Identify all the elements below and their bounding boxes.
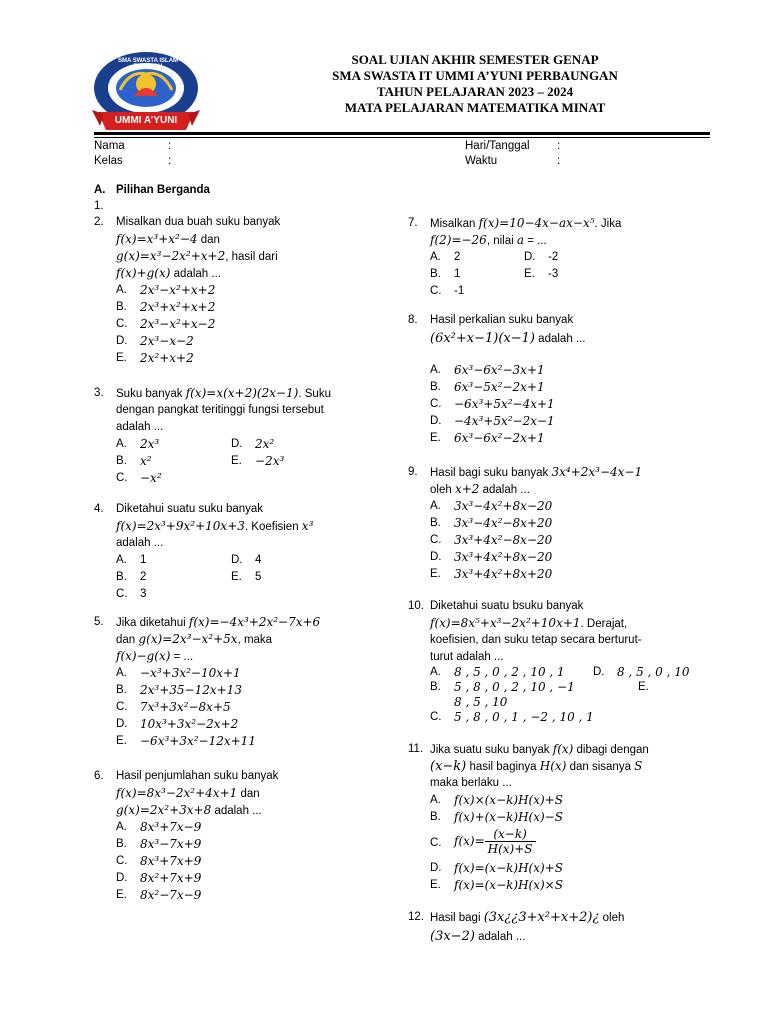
q5-g: g(x)=2x³−x²+5x [138,632,238,646]
q7-nilai: , nilai [486,235,517,247]
q6-adalah: adalah ... [211,805,262,817]
question-4: 4. Diketahui suatu suku banyak f(x)=2x³+9x²+10x+3. Koefisien x³ adalah ... A. 1 D. 4 B. 2 E. 5 C. 3 [94,503,314,600]
q3-line2: dengan pangkat teritinggi fungsi tersebut [116,404,324,416]
question-7: 7. Misalkan f(x)=10−4x−ax−x⁵. Jika f(2)=−26, nilai a = ... A. 2 D. -2 B. 1 E. -3 C. -1 [408,216,622,297]
colon-nama: : [168,140,172,152]
q11-H: H(x) [539,759,567,773]
q12-adalah: adalah ... [474,931,526,943]
q10-post: . Derajat, [580,618,628,630]
q11-number: 11. [408,743,424,755]
q2-text: Misalkan dua buah suku banyak [116,216,281,228]
q7-post: . Jika [594,218,622,230]
q10-option-e-label[interactable]: E. [638,681,649,693]
subject: MATA PELAJARAN MATEMATIKA MINAT [344,100,606,115]
q5-eq: = ... [170,651,194,663]
section-letter: A. [94,184,106,196]
q10-number: 10. [408,600,424,612]
section-title: Pilihan Berganda [116,184,210,196]
q6-g: g(x)=2x²+3x+8 [116,803,212,817]
q7-expr: f(x)=10−4x−ax−x⁵ [478,216,595,230]
question-12 [408,909,708,949]
q4-text: Diketahui suatu suku banyak [116,503,264,515]
q2-adalah: adalah ... [170,268,221,280]
q7-rest: = ... [524,235,547,247]
q9-number: 9. [408,466,418,478]
logo-banner-text: UMMI A’YUNI [114,115,178,126]
q5-diff: f(x)−g(x) [116,649,171,663]
q8-text: Hasil perkalian suku banyak [430,314,574,326]
q5-dan: dan [116,634,139,646]
q12-number: 12. [408,911,424,923]
q2-sum: f(x)+g(x) [116,266,171,280]
q10-option-e-value[interactable]: 8 , 5 , 10 [454,695,508,709]
label-waktu: Waktu [465,155,498,167]
q3-post: . Suku [298,388,331,400]
label-hari: Hari/Tanggal [465,140,530,152]
q3-number: 3. [94,387,104,399]
label-kelas: Kelas [94,155,123,167]
q4-expr: f(x)=2x³+9x²+10x+3 [116,519,245,533]
q11-line3: maka berlaku ... [430,777,512,789]
colon-waktu: : [557,155,561,167]
q11-div: (x−k) [430,759,467,774]
q3-line3: adalah ... [116,421,164,433]
logo-top-text: SMA SWASTA ISLAM TERPADU [117,58,179,70]
q9-expr: 3x⁴+2x³−4x−1 [551,465,643,479]
q2-hasil: , hasil dari [225,251,278,263]
q8-number: 8. [408,314,418,326]
q11-fx: f(x) [552,742,574,756]
q7-cond: f(2)=−26 [430,233,487,247]
q8-adalah: adalah ... [534,333,586,345]
q4-term: x³ [301,519,314,533]
q7-number: 7. [408,217,418,229]
q2-g: g(x)=x³−2x²+x+2 [116,249,226,263]
q12-pre: Hasil bagi [430,912,484,924]
header-rule-thick [94,132,710,135]
q4-line3: adalah ... [116,537,164,549]
q12-expr: (3x¿¿3+x²+x+2)¿ [483,910,600,925]
q9-pre: Hasil bagi suku banyak [430,467,552,479]
question-8: 8. Hasil perkalian suku banyak (6x²+x−1)(x−1) adalah ... A. 6x³−6x²−3x+1 B. 6x³−5x²−2x+1 C. −6x³+5x²−4x+1 D. −4x³+5x²−2x−1 E. 6x³−6x²−2x+1 [408,314,586,445]
q7-pre: Misalkan [430,218,479,230]
q10-line4: turut adalah ... [430,651,504,663]
q2-dan: dan [197,234,220,246]
q8-expr: (6x²+x−1)(x−1) [430,331,535,346]
q6-dan: dan [237,788,260,800]
q6-f: f(x)=8x³−2x²+4x+1 [116,786,238,800]
question-3: 3. Suku banyak f(x)=x(x+2)(2x−1). Suku dengan pangkat teritinggi fungsi tersebut adalah ... A. 2x³ D. 2x² B. x² E. −2x³ C. −x² [94,386,331,485]
q10-text: Diketahui suatu bsuku banyak [430,600,584,612]
question-9: 9. Hasil bagi suku banyak 3x⁴+2x³−4x−1 oleh x+2 adalah ... A. 3x³−4x²+8x−20 B. 3x³−4x²−8x+20 C. 3x³+4x²−8x−20 D. 3x³+4x²+8x−20 E. 3x³+4x²+8x+20 [408,465,643,581]
q4-number: 4. [94,503,104,515]
question-2: 2. Misalkan dua buah suku banyak f(x)=x³+x²−4 dan g(x)=x³−2x²+x+2, hasil dari f(x)+g(x) adalah ... A. 2x³−x²+x+2 B. 2x³+x²+x+2 C. 2x³−x²+x−2 D. 2x³−x−2 E. 2x²+x+2 [94,216,281,365]
question-6: 6. Hasil penjumlahan suku banyak f(x)=8x³−2x²+4x+1 dan g(x)=2x²+3x+8 adalah ... A. 8x³+7x−9 B. 8x³−7x+9 C. 8x³+7x+9 D. 8x²+7x+9 E. 8x²−7x−9 [94,770,279,902]
q9-adalah: adalah ... [479,484,530,496]
q3-expr: f(x)=x(x+2)(2x−1) [185,386,299,400]
q9-oleh: oleh [430,484,455,496]
q1-number: 1. [94,200,104,212]
q6-number: 6. [94,770,104,782]
label-nama: Nama [94,140,125,152]
q10-line3: koefisien, dan suku tetap secara berturut- [430,634,642,646]
q5-number: 5. [94,616,104,628]
exam-title: SOAL UJIAN AKHIR SEMESTER GENAP [351,52,599,67]
q2-number: 2. [94,216,104,228]
q11-sisa: dan sisanya [566,761,635,773]
q11-S: S [634,759,643,773]
q5-maka: , maka [237,634,273,646]
q12-oleh: oleh [599,912,625,924]
q10-expr: f(x)=8x⁵+x³−2x²+10x+1 [430,616,581,630]
q6-text: Hasil penjumlahan suku banyak [116,770,279,782]
question-10: 10. Diketahui suatu bsuku banyak f(x)=8x⁵+x³−2x²+10x+1. Derajat, koefisien, dan suku tetap secara berturut- turut adalah ... A. 8 , 5 , 0 , 2 , 10 , 1 D. 8 , 5 , 0 , 10 B. 5 , 8 , 0 , 2 , 10 , −1 E. 8 , 5 , 10 C. 5 , 8 , 0 , 1 , −2 , 10 , 1 [408,600,690,724]
q11-hasil: hasil baginya [466,761,540,773]
question-11: 11. Jika suatu suku banyak f(x) dibagi dengan (x−k) hasil baginya H(x) dan sisanya S maka berlaku ... A. f(x)×(x−k)H(x)+S B. f(x)+(x−k)H(x)−S C. f(x)= $\frac{(x-k)}{H(x)+S}$ D. f(x)=(x−k)H(x)+S E. f(x)=(x−k)H(x)×S [408,742,649,892]
q2-f: f(x)=x³+x²−4 [116,232,198,246]
q7-a: a [516,233,525,247]
q4-post: . Koefisien [244,521,302,533]
q3-pre: Suku banyak [116,388,186,400]
q5-pre: Jika diketahui [116,617,189,629]
colon-hari: : [557,140,561,152]
q9-div: x+2 [454,482,480,496]
q12-div: (3x−2) [430,929,475,944]
q5-f: f(x)=−4x³+2x²−7x+6 [188,615,321,629]
academic-year: TAHUN PELAJARAN 2023 – 2024 [376,84,574,99]
question-5: 5. Jika diketahui f(x)=−4x³+2x²−7x+6 dan g(x)=2x³−x²+5x, maka f(x)−g(x) = ... A. −x³+3x²−10x+1 B. 2x³+35−12x+13 C. 7x³+3x²−8x+5 D. 10x³+3x²−2x+2 E. −6x³+3x²−12x+11 [94,615,321,748]
q11-pre: Jika suatu suku banyak [430,744,553,756]
header-rule-thin [94,137,710,138]
colon-kelas: : [168,155,172,167]
school-name: SMA SWASTA IT UMMI A’YUNI PERBAUNGAN [332,68,618,83]
q11-mid: dibagi dengan [573,744,649,756]
